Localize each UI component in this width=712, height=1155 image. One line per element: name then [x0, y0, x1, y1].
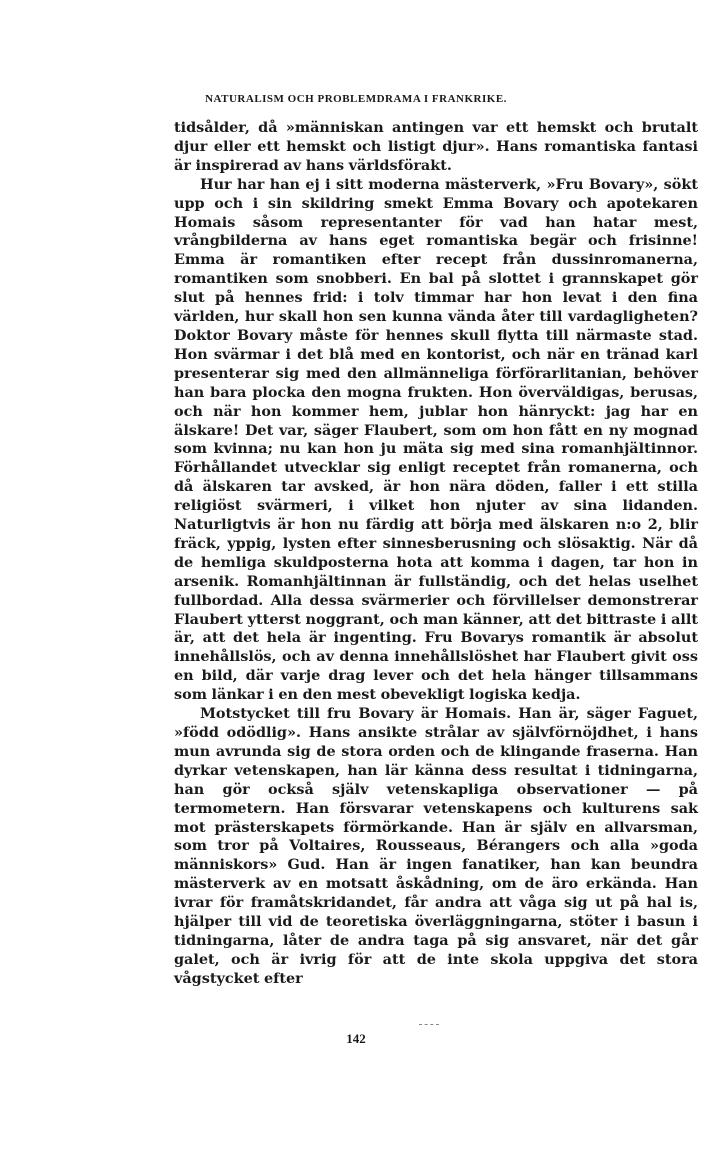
page-body [174, 119, 698, 989]
running-header: NATURALISM OCH PROBLEMDRAMA I FRANKRIKE. [205, 93, 507, 105]
paragraph-homais: Motstycket till fru Bovary är Homais. Han är, säger Faguet, »född odödlig». Hans ansikte strålar av självförnöjdhet, i hans mun avrunda sig de stora orden och de klingande fraserna. Han dyrkar vetenskapen, han lär känna dess resultat i tidningarna, han gör också själv vetenskapliga observationer — på termometern. Han försvarar vetenskapens och kulturens sak mot prästerskapets förmörkande. Han är själv en allvarsman, som tror på Voltaires, Rousseaus, Bérangers och alla »goda människors» Gud. Han är ingen fanatiker, han kan beundra mästerverk av en motsatt åskådning, om de äro erkända. Han ivrar för framåtskridandet, får andra att våga sig ut på hal is, hjälper till vid de teoretiska överläggningarna, stöter i basun i tidningarna, låter de andra taga på sig ansvaret, när det går galet, och är ivrig för att de inte skola uppgiva det stora vågstycket efter [174, 705, 698, 987]
paragraph-fru-bovary: Hur har han ej i sitt moderna mästerverk, »Fru Bovary», sökt upp och i sin skildring smekt Emma Bovary och apotekaren Homais såsom representanter för vad han hatar mest, vrångbilderna av hans eget romantiska begär och frisinne! Emma är romantiken efter recept från dussinromanerna, romantiken som snobberi. En bal på slottet i grannskapet gör slut på hennes frid: i tolv timmar har hon levat i den fina världen, hur skall hon sen kunna vända åter till vardagligheten? Doktor Bovary måste för hennes skull flytta till närmaste stad. Hon svärmar i det blå med en kontorist, och när en tränad karl presenterar sig med den allmänneliga förförarlitanian, behöver han bara plocka den mogna frukten. Hon överväldigas, berusas, och när hon kommer hem, jublar hon hänryckt: jag har en älskare! Det var, säger Flaubert, som om hon fått en ny mognad som kvinna; nu kan hon ju mäta sig med sina romanhjältinnor. Förhållandet utvecklar sig enligt receptet från romanerna, och då älskaren tar avsked, är hon nära döden, faller i ett stilla religiöst svärmeri, i vilket hon njuter av sina lidanden. Naturligtvis är hon nu färdig att börja med älskaren n:o 2, blir fräck, yppig, lysten efter sinnesberusning och slösaktig. När då de hemliga skuldposterna hota att komma i dagen, tar hon in arsenik. Romanhjältinnan är fullständig, och det helas uselhet fullbordad. Alla dessa svärmerier och förvillelser demonstrerar Flaubert ytterst noggrant, och man känner, att det bittraste i allt är, att det hela är ingenting. Fru Bovarys romantik är absolut innehållslös, och av denna innehållslöshet har Flaubert givit oss en bild, där varje drag lever och det hela hänger tillsammans som länkar i en den mest obevekligt logiska kedja. [174, 175, 698, 704]
page-number-rule [419, 1024, 439, 1025]
paragraph-continuation: tidsålder, då »människan antingen var ett hemskt och brutalt djur eller ett hemskt och listigt djur». Hans romantiska fantasi är inspirerad av hans världsförakt. [174, 119, 698, 174]
page-number: 142 [346, 1031, 366, 1046]
